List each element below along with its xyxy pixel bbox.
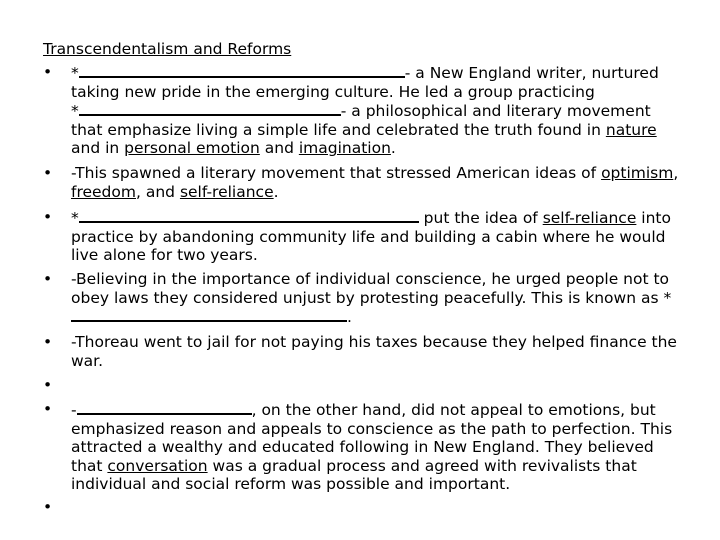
underlined-term: imagination xyxy=(298,139,391,158)
bullet-text xyxy=(71,164,683,201)
bullet-thoreau-cabin xyxy=(43,208,683,265)
bullet-literary-movement xyxy=(43,164,683,201)
bullet-thoreau-jail xyxy=(43,333,683,370)
text-run: - a New England writer, nurtured taking new pride in the emerging culture. He led a group practicing xyxy=(71,64,659,101)
asterisk: * xyxy=(71,64,79,82)
bullet-unitarians xyxy=(43,400,683,494)
bullet-dot: • xyxy=(43,164,53,182)
underlined-term: conversation xyxy=(107,456,208,475)
bullet-dot: • xyxy=(43,498,53,516)
bullet-text: -Thoreau went to jail for not paying his taxes because they helped finance the war. xyxy=(71,333,677,370)
text-run: was a gradual process and agreed with revivalists that individual and social reform was possible and important. xyxy=(71,456,637,494)
slide-title: Transcendentalism and Reforms xyxy=(43,40,292,58)
text-run: - xyxy=(71,401,77,419)
fill-in-blank xyxy=(79,101,341,116)
text-run: and in xyxy=(71,139,125,158)
text-run: -Believing in the importance of individual conscience, he urged people not to obey laws they considered unjust by protesting peacefully. This is known as * xyxy=(71,270,672,307)
bullet-emerson xyxy=(43,63,683,158)
bullet-dot: • xyxy=(43,63,53,81)
underlined-term: freedom xyxy=(71,182,136,201)
bullet-text xyxy=(71,400,683,494)
text-run: . xyxy=(273,182,279,201)
fill-in-blank xyxy=(71,307,347,322)
text-run: , xyxy=(673,164,679,182)
bullet-dot: • xyxy=(43,270,53,288)
underlined-term: self-reliance xyxy=(179,182,274,201)
text-run: and xyxy=(259,139,299,158)
text-run: put the idea of xyxy=(418,209,543,227)
underlined-term: personal emotion xyxy=(124,139,260,158)
fill-in-blank xyxy=(79,208,419,223)
fill-in-blank xyxy=(79,63,405,78)
bullet-text xyxy=(71,208,683,265)
underlined-term: nature xyxy=(605,120,657,139)
bullet-dot: • xyxy=(43,333,53,351)
bullet-dot: • xyxy=(43,400,53,418)
text-run: . xyxy=(390,139,396,158)
fill-in-blank xyxy=(77,400,252,415)
asterisk: * xyxy=(71,102,79,121)
bullet-dot: • xyxy=(43,376,53,394)
bullet-text xyxy=(71,63,683,158)
asterisk: * xyxy=(71,209,79,227)
text-run: - a philosophical and literary movement that emphasize living a simple life and celebrated the truth found in xyxy=(71,102,651,139)
text-run: . xyxy=(347,308,352,327)
text-run: -This spawned a literary movement that stressed American ideas of xyxy=(71,164,602,182)
text-run: into practice by abandoning community life and building a cabin where he would live alone for two years. xyxy=(71,209,671,265)
text-run: , and xyxy=(135,182,180,201)
bullet-dot: • xyxy=(43,208,53,226)
bullet-text xyxy=(71,270,683,327)
underlined-term: self-reliance xyxy=(542,209,637,227)
text-run: , on the other hand, did not appeal to emotions, but emphasized reason and appeals to conscience as the path to perfection. This attracted a wealthy and educated following in New England. They believed that xyxy=(71,401,673,475)
underlined-term: optimism xyxy=(601,164,674,182)
bullet-civil-disobedience xyxy=(43,270,683,327)
